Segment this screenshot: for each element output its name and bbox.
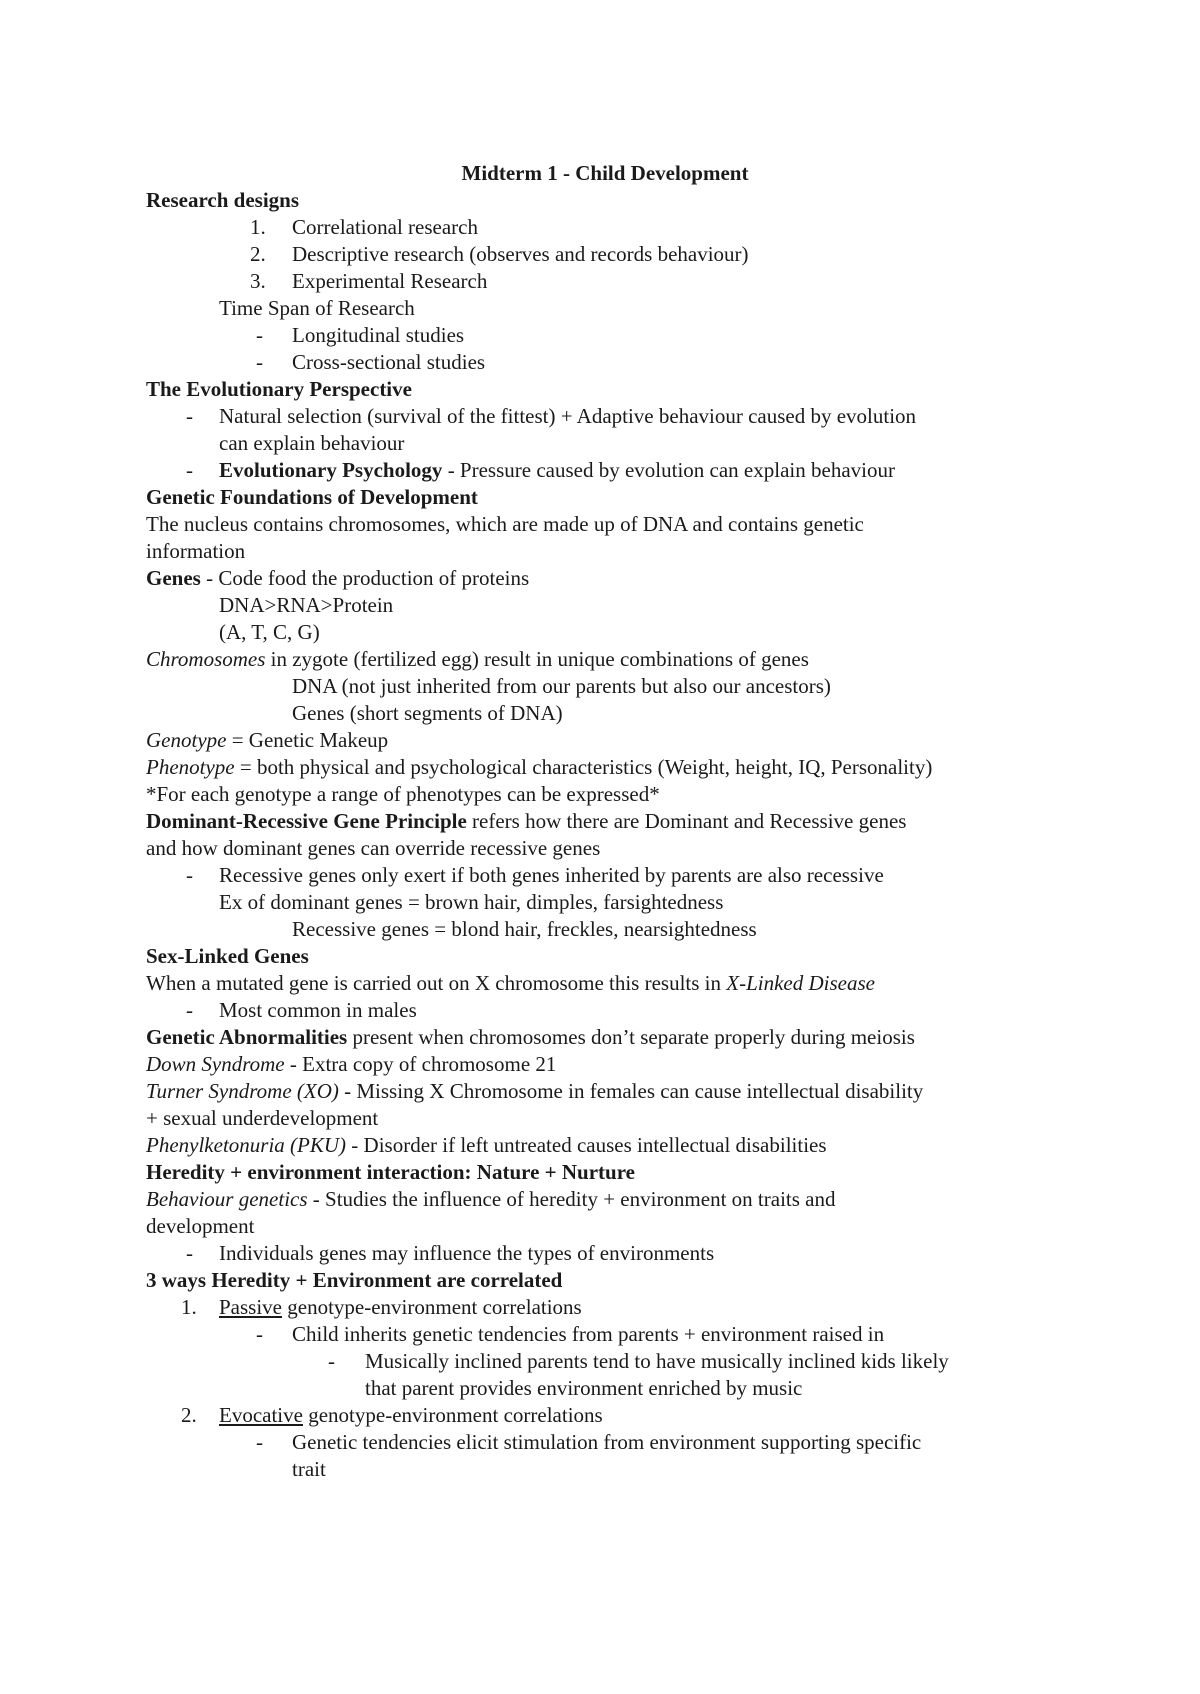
term: Chromosomes [146,647,266,671]
list-item-continuation: can explain behaviour [219,431,405,455]
chromosomes-definition [146,645,809,673]
down-syndrome-definition [146,1050,556,1078]
list-item: Longitudinal studies [292,323,465,347]
list-item: Experimental Research [292,269,488,293]
genetic-abnormalities-definition [146,1023,915,1051]
bullet-dash: - [186,458,193,482]
definition: in zygote (fertilized egg) result in unique combinations of genes [265,647,809,671]
list-number: 2. [250,242,266,266]
bullet-dash: - [256,350,263,374]
definition: = Genetic Makeup [226,728,389,752]
definition: - Studies the influence of heredity + environment on traits and [307,1187,836,1211]
dominant-recessive-definition [146,807,906,835]
list-item [219,1401,603,1429]
dominant-examples: Ex of dominant genes = brown hair, dimples, farsightedness [219,890,724,914]
paragraph-text: When a mutated gene is carried out on X chromosome this results in [146,971,727,995]
heredity-heading: Heredity + environment interaction: Nature + Nurture [146,1160,635,1184]
genotype-definition [146,726,388,754]
list-item: Child inherits genetic tendencies from parents + environment raised in [292,1322,885,1346]
term: Evocative [219,1403,303,1427]
definition: genotype-environment correlations [282,1295,582,1319]
list-item: Musically inclined parents tend to have musically inclined kids likely [365,1349,949,1373]
research-designs-heading: Research designs [146,188,300,212]
list-item-continuation: trait [292,1457,326,1481]
paragraph-line: The nucleus contains chromosomes, which are made up of DNA and contains genetic [146,512,864,536]
dna-bases: (A, T, C, G) [219,620,320,644]
list-number: 3. [250,269,266,293]
note-line: Genes (short segments of DNA) [292,701,563,725]
sex-linked-paragraph [146,969,875,997]
bullet-dash: - [186,404,193,428]
list-item [219,1293,582,1321]
genetic-foundations-heading: Genetic Foundations of Development [146,485,478,509]
bullet-dash: - [186,863,193,887]
time-span-label: Time Span of Research [219,296,415,320]
dna-rna-protein: DNA>RNA>Protein [219,593,394,617]
term: Phenotype [146,755,235,779]
list-item: Descriptive research (observes and records behaviour) [292,242,749,266]
bullet-dash: - [328,1349,335,1373]
list-number: 1. [250,215,266,239]
definition: = both physical and psychological characteristics (Weight, height, IQ, Personality) [234,755,933,779]
term: Evolutionary Psychology [219,458,443,482]
bullet-dash: - [186,998,193,1022]
list-number: 2. [181,1403,197,1427]
bullet-dash: - [186,1241,193,1265]
term: Passive [219,1295,282,1319]
genes-definition [146,564,529,592]
list-item: Cross-sectional studies [292,350,486,374]
term: Phenylketonuria (PKU) [146,1133,347,1157]
behaviour-genetics-definition [146,1185,835,1213]
term: Turner Syndrome (XO) [146,1079,339,1103]
phenotype-definition [146,753,932,781]
list-item: Individuals genes may influence the types of environments [219,1241,715,1265]
list-item: Natural selection (survival of the fittest) + Adaptive behaviour caused by evolution [219,404,917,428]
definition: present when chromosomes don’t separate properly during meiosis [347,1025,915,1049]
definition: - Disorder if left untreated causes intellectual disabilities [346,1133,827,1157]
pku-definition [146,1131,827,1159]
term: Down Syndrome [146,1052,285,1076]
definition: - Pressure caused by evolution can explain behaviour [442,458,895,482]
list-item: Genetic tendencies elicit stimulation from environment supporting specific [292,1430,922,1454]
bullet-dash: - [256,1322,263,1346]
evolutionary-heading: The Evolutionary Perspective [146,377,412,401]
bullet-dash: - [256,323,263,347]
definition: - Extra copy of chromosome 21 [284,1052,557,1076]
paragraph-line: development [146,1214,255,1238]
paragraph-line: and how dominant genes can override recessive genes [146,836,601,860]
list-item-continuation: that parent provides environment enriched by music [365,1376,803,1400]
list-item: Recessive genes only exert if both genes inherited by parents are also recessive [219,863,884,887]
sex-linked-heading: Sex-Linked Genes [146,944,309,968]
phenotype-range-note: *For each genotype a range of phenotypes can be expressed* [146,782,660,806]
term: X-Linked Disease [726,971,875,995]
term: Genotype [146,728,227,752]
three-ways-heading: 3 ways Heredity + Environment are correlated [146,1268,563,1292]
list-number: 1. [181,1295,197,1319]
term: Genes [146,566,201,590]
paragraph-line: + sexual underdevelopment [146,1106,379,1130]
paragraph-line: information [146,539,246,563]
list-item: Most common in males [219,998,417,1022]
list-item [219,456,895,484]
definition: - Code food the production of proteins [200,566,530,590]
note-line: DNA (not just inherited from our parents but also our ancestors) [292,674,831,698]
turner-syndrome-definition [146,1077,923,1105]
term: Behaviour genetics [146,1187,308,1211]
document-title: Midterm 1 - Child Development [461,161,749,185]
definition: genotype-environment correlations [302,1403,603,1427]
definition: refers how there are Dominant and Recessive genes [466,809,907,833]
term: Genetic Abnormalities [146,1025,348,1049]
term: Dominant-Recessive Gene Principle [146,809,467,833]
list-item: Correlational research [292,215,478,239]
bullet-dash: - [256,1430,263,1454]
definition: - Missing X Chromosome in females can cause intellectual disability [338,1079,924,1103]
recessive-examples: Recessive genes = blond hair, freckles, nearsightedness [292,917,757,941]
